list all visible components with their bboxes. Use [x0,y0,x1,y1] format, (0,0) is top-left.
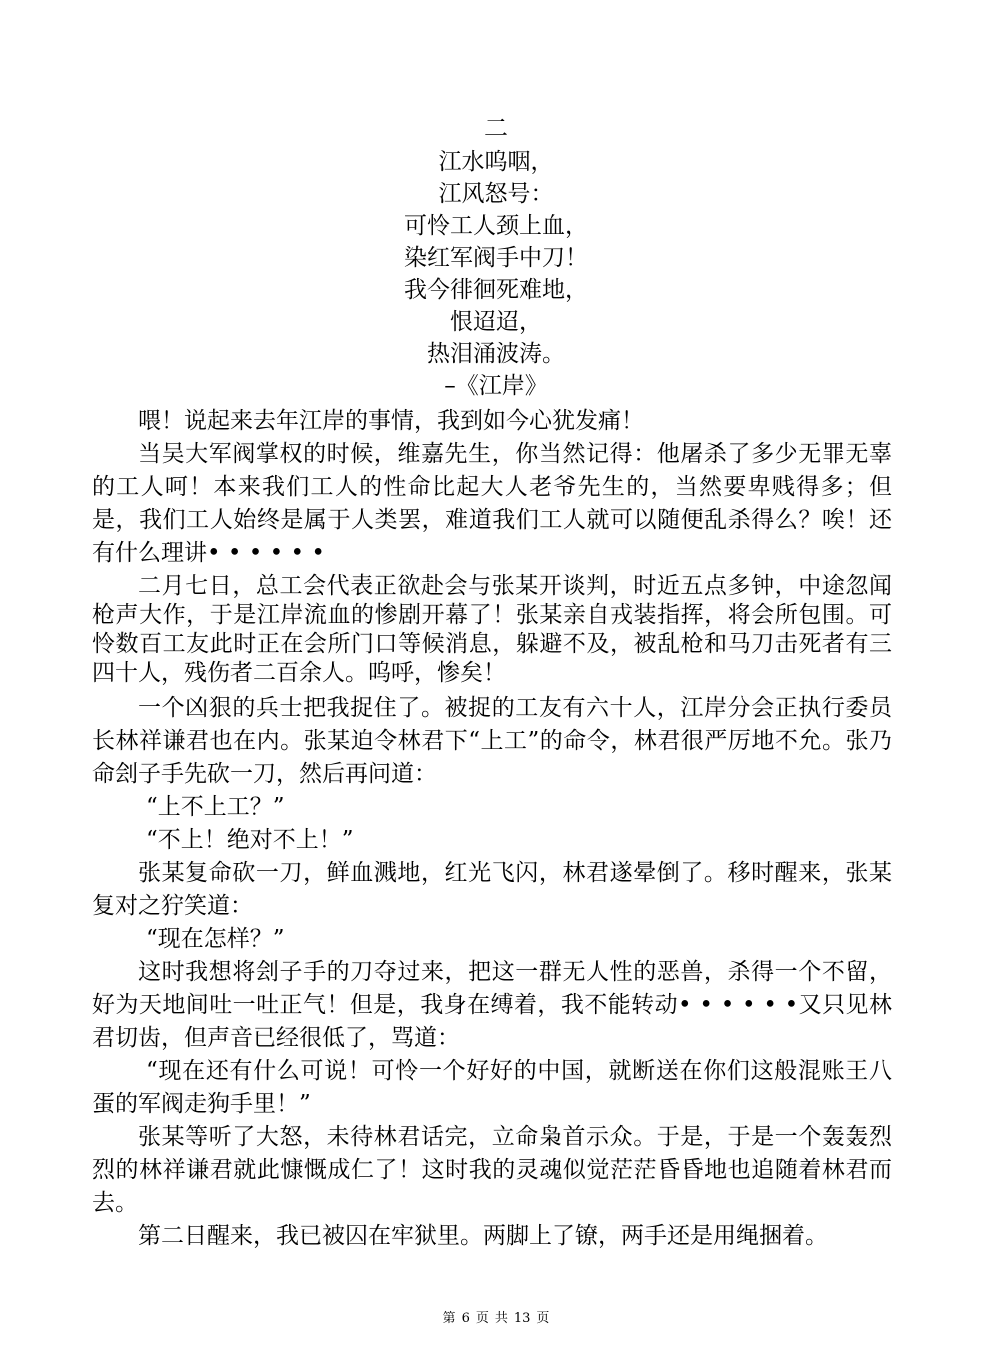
poem-line: 染红军阀手中刀！ [404,245,588,271]
paragraph: 这时我想将刽子手的刀夺过来，把这一群无人性的恶兽，杀得一个不留，好为天地间吐一吐正气！但是，我身在缚着，我不能转动• • • • • •又只见林君切齿，但声音已经很低了，骂道： [92,959,892,1051]
paragraph: 喂！说起来去年江岸的事情，我到如今心犹发痛！ [138,408,644,434]
paragraph: 二月七日，总工会代表正欲赴会与张某开谈判，时近五点多钟，中途忽闻枪声大作，于是江岸流血的惨剧开幕了！张某亲自戎装指挥，将会所包围。可怜数百工友此时正在会所门口等候消息，躲避不及，被乱枪和马刀击死者有三四十人，残伤者二百余人。呜呼，惨矣！ [92,573,892,686]
paragraph: 张某复命砍一刀，鲜血溅地，红光飞闪，林君遂晕倒了。移时醒来，张某复对之狞笑道： [92,860,892,919]
section-number: 二 [484,114,508,142]
page-footer [0,1310,992,1328]
poem-line: 可怜工人颈上血， [404,213,588,239]
paragraph: 张某等听了大怒，未待林君话完，立命枭首示众。于是，于是一个轰轰烈烈的林祥谦君就此慷慨成仁了！这时我的灵魂似觉茫茫昏昏地也追随着林君而去。 [92,1124,892,1216]
poem [0,146,992,402]
current-page-number: 6 [461,1311,470,1326]
footer-prefix: 第 [442,1311,456,1326]
dialogue-line: “不上！绝对不上！” [146,827,354,853]
body-text [92,405,892,1253]
paragraph: 当吴大军阀掌权的时候，维嘉先生，你当然记得：他屠杀了多少无罪无辜的工人呵！本来我们工人的性命比起大人老爷先生的，当然要卑贱得多；但是，我们工人始终是属于人类罢，难道我们工人就可以随便乱杀得么？唉！还有什么理讲• • • • • • [92,441,892,566]
dialogue-line: “现在还有什么可说！可怜一个好好的中国，就断送在你们这般混账王八蛋的军阀走狗手里！” [92,1058,892,1117]
dialogue-line: “现在怎样？” [146,926,285,952]
footer-total-prefix: 共 [494,1311,508,1326]
paragraph: 一个凶狠的兵士把我捉住了。被捉的工友有六十人，江岸分会正执行委员长林祥谦君也在内。张某迫令林君下“上工”的命令，林君很严厉地不允。张乃命刽子手先砍一刀，然后再问道： [92,695,892,787]
poem-line: 江水呜咽， [438,149,554,175]
dialogue-line: “上不上工？” [146,794,285,820]
poem-source: –《江岸》 [444,373,548,399]
total-page-count: 13 [513,1311,531,1326]
footer-total-unit: 页 [536,1311,550,1326]
poem-line: 我今徘徊死难地， [404,277,588,303]
poem-line: 恨迢迢， [450,309,542,335]
poem-line: 热泪涌波涛。 [427,341,565,367]
footer-page-unit: 页 [475,1311,489,1326]
paragraph: 第二日醒来，我已被囚在牢狱里。两脚上了镣，两手还是用绳捆着。 [138,1223,828,1249]
poem-line: 江风怒号： [438,181,554,207]
